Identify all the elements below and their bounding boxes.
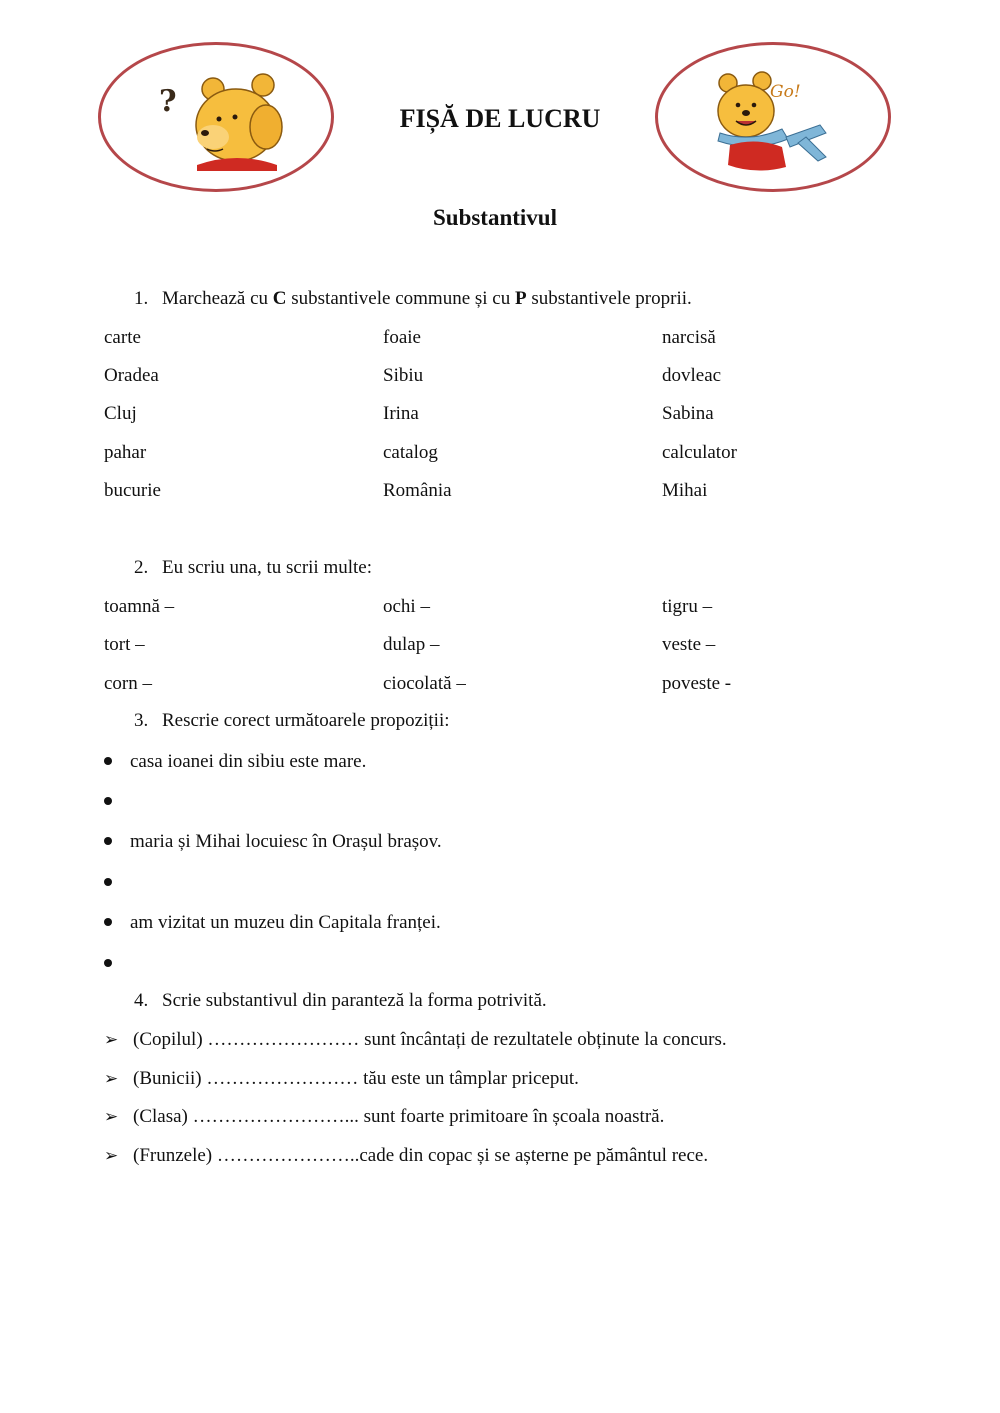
ex1-word: Irina <box>383 403 419 424</box>
ex2-word: ochi – <box>383 596 430 617</box>
ex2-word: corn – <box>104 673 153 694</box>
ex2-word: dulap – <box>383 634 440 655</box>
ex1-word: narcisă <box>662 327 716 348</box>
exercise-2-instruction <box>134 557 372 579</box>
ex4-sentence: (Frunzele) …………………..cade din copac și se așterne pe pământul rece. <box>133 1145 709 1166</box>
exercise-3-number: 3. <box>134 710 149 731</box>
exercise-1-text-a: Marchează cu <box>162 288 273 309</box>
ex4-arrow-item <box>104 1068 579 1090</box>
ex1-word: catalog <box>383 442 438 463</box>
exercise-4-text: Scrie substantivul din paranteză la forma potrivită. <box>162 990 547 1011</box>
ex3-bullet-item <box>104 912 441 934</box>
bullet-dot <box>104 837 112 845</box>
bullet-dot <box>104 797 112 805</box>
worksheet-title: FIȘĂ DE LUCRU <box>399 104 601 133</box>
right-oval-frame <box>655 42 891 192</box>
ex3-bullet-item <box>104 751 366 773</box>
ex1-word: România <box>383 480 452 501</box>
ex2-word: tort – <box>104 634 145 655</box>
exercise-3-text: Rescrie corect următoarele propoziții: <box>162 710 450 731</box>
ex2-word: veste – <box>662 634 716 655</box>
label-p: P <box>514 288 527 309</box>
worksheet-subtitle: Substantivul <box>432 205 557 230</box>
ex1-word: dovleac <box>662 365 722 386</box>
svg-text:?: ? <box>159 84 177 119</box>
ex1-word: Sibiu <box>383 365 424 386</box>
bullet-dot <box>104 878 112 886</box>
ex4-sentence: (Clasa) ……………………... sunt foarte primitoare în școala noastră. <box>133 1106 665 1127</box>
ex2-word: poveste - <box>662 673 732 694</box>
exercise-1-text-b: substantivele commune și cu <box>286 288 515 309</box>
ex4-arrow-item <box>104 1106 664 1128</box>
ex1-word: bucurie <box>104 480 161 501</box>
ex3-sentence: am vizitat un muzeu din Capitala franței. <box>130 912 441 933</box>
bullet-dot <box>104 918 112 926</box>
ex3-bullet-item-answer <box>104 953 130 975</box>
ex2-word: toamnă – <box>104 596 175 617</box>
ex1-word: Mihai <box>662 480 708 501</box>
exercise-2-number: 2. <box>134 557 149 578</box>
exercise-1-number: 1. <box>134 288 149 309</box>
arrow-bullet-icon: ➢ <box>104 1069 119 1088</box>
ex1-word: foaie <box>383 327 421 348</box>
exercise-1-text-c: substantivele proprii. <box>526 288 692 309</box>
ex1-word: Cluj <box>104 403 137 424</box>
ex3-sentence: maria și Mihai locuiesc în Orașul brașov. <box>130 831 442 852</box>
pooh-go-illustration <box>658 45 888 189</box>
ex1-word: pahar <box>104 442 147 463</box>
ex2-word: tigru – <box>662 596 713 617</box>
ex3-sentence: casa ioanei din sibiu este mare. <box>130 751 367 772</box>
exercise-4-number: 4. <box>134 990 149 1011</box>
ex3-bullet-item-answer <box>104 791 130 813</box>
arrow-bullet-icon: ➢ <box>104 1146 119 1165</box>
ex3-bullet-item-answer <box>104 872 130 894</box>
ex4-arrow-item <box>104 1145 708 1167</box>
ex4-arrow-item <box>104 1029 727 1051</box>
ex1-word: Oradea <box>104 365 159 386</box>
ex1-word: Sabina <box>662 403 714 424</box>
exercise-2-text: Eu scriu una, tu scrii multe: <box>162 557 373 578</box>
go-text: Go! <box>770 82 801 102</box>
bullet-dot <box>104 959 112 967</box>
left-oval-frame <box>98 42 334 192</box>
arrow-bullet-icon: ➢ <box>104 1107 119 1126</box>
ex4-sentence: (Copilul) …………………… sunt încântați de rezultatele obținute la concurs. <box>133 1029 727 1050</box>
exercise-3-instruction <box>134 710 450 732</box>
ex3-bullet-item <box>104 831 442 853</box>
ex4-sentence: (Bunicii) …………………… tău este un tâmplar priceput. <box>133 1068 579 1089</box>
ex2-word: ciocolată – <box>383 673 466 694</box>
arrow-bullet-icon: ➢ <box>104 1030 119 1049</box>
exercise-4-instruction <box>134 990 547 1012</box>
ex1-word: calculator <box>662 442 737 463</box>
exercise-1-instruction <box>134 288 692 310</box>
bullet-dot <box>104 757 112 765</box>
label-c: C <box>272 288 287 309</box>
ex1-word: carte <box>104 327 141 348</box>
pooh-thinking-illustration <box>101 45 331 189</box>
